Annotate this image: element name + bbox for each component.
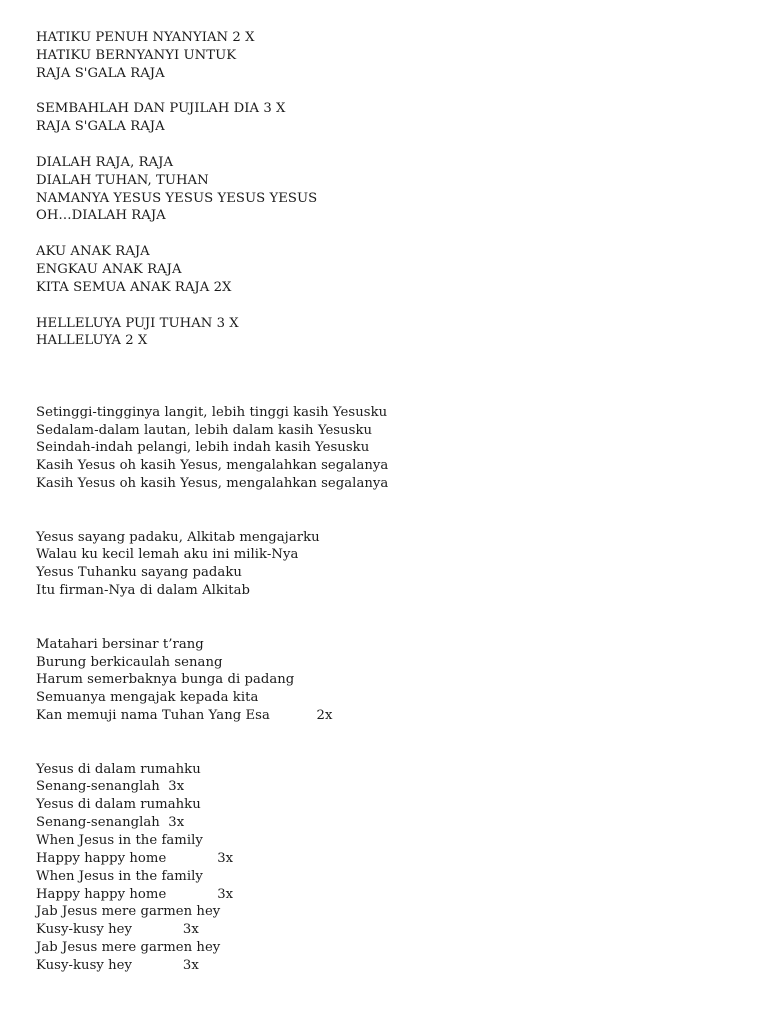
lyric-line: ENGKAU ANAK RAJA xyxy=(36,261,182,277)
lyric-line: When Jesus in the family xyxy=(36,832,203,848)
lyric-line: RAJA S'GALA RAJA xyxy=(36,119,165,135)
lyric-line: AKU ANAK RAJA xyxy=(36,244,150,260)
lyric-line: Burung berkicaulah senang xyxy=(36,654,223,670)
stanza xyxy=(36,315,736,351)
stanza xyxy=(36,761,736,975)
lyric-line: Kasih Yesus oh kasih Yesus, mengalahkan segalanya xyxy=(36,476,389,492)
lyric-line: Jab Jesus mere garmen hey xyxy=(36,940,221,956)
lyric-line: Kasih Yesus oh kasih Yesus, mengalahkan segalanya xyxy=(36,458,389,474)
stanza xyxy=(36,100,736,136)
lyric-line: Happy happy home 3x xyxy=(36,850,234,866)
lyric-line: Sedalam-dalam lautan, lebih dalam kasih Yesusku xyxy=(36,422,373,438)
lyric-line: NAMANYA YESUS YESUS YESUS YESUS xyxy=(36,190,318,206)
lyric-line: Walau ku kecil lemah aku ini milik-Nya xyxy=(36,547,299,563)
song-spacer xyxy=(36,350,736,404)
lyric-line: Kan memuji nama Tuhan Yang Esa 2x xyxy=(36,708,333,724)
lyric-line: Setinggi-tingginya langit, lebih tinggi kasih Yesusku xyxy=(36,404,388,420)
stanza xyxy=(36,636,736,725)
song-yesus-di-dalam-rumahku xyxy=(36,761,736,975)
lyric-line: Jab Jesus mere garmen hey xyxy=(36,904,221,920)
stanza-spacer xyxy=(36,136,736,154)
lyrics-body xyxy=(36,29,736,975)
song-spacer xyxy=(36,600,736,636)
stanza-spacer xyxy=(36,297,736,315)
lyric-line: Senang-senanglah 3x xyxy=(36,779,185,795)
lyric-line: Matahari bersinar t’rang xyxy=(36,636,204,652)
stanza xyxy=(36,529,736,600)
lyric-line: Itu firman-Nya di dalam Alkitab xyxy=(36,583,250,599)
lyric-line: Kusy-kusy hey 3x xyxy=(36,957,199,973)
lyric-line: Happy happy home 3x xyxy=(36,886,234,902)
lyric-line: HALLELUYA 2 X xyxy=(36,333,148,349)
lyric-line: RAJA S'GALA RAJA xyxy=(36,65,165,81)
lyric-line: SEMBAHLAH DAN PUJILAH DIA 3 X xyxy=(36,101,286,117)
lyric-line: Yesus Tuhanku sayang padaku xyxy=(36,565,242,581)
song-spacer xyxy=(36,725,736,761)
stanza-spacer xyxy=(36,225,736,243)
lyric-line: KITA SEMUA ANAK RAJA 2X xyxy=(36,279,232,295)
lyric-line: Harum semerbaknya bunga di padang xyxy=(36,672,295,688)
lyric-line: HATIKU PENUH NYANYIAN 2 X xyxy=(36,30,255,45)
lyric-line: When Jesus in the family xyxy=(36,868,203,884)
song-yesus-sayang-padaku xyxy=(36,529,736,600)
stanza xyxy=(36,29,736,83)
song-setinggi-tingginya-langit xyxy=(36,404,736,493)
lyric-line: DIALAH RAJA, RAJA xyxy=(36,154,174,170)
lyric-line: Kusy-kusy hey 3x xyxy=(36,922,199,938)
lyric-line: Senang-senanglah 3x xyxy=(36,815,185,831)
lyric-line: Yesus di dalam rumahku xyxy=(36,797,201,813)
stanza xyxy=(36,404,736,493)
lyric-line: Yesus sayang padaku, Alkitab mengajarku xyxy=(36,529,320,545)
song-spacer xyxy=(36,493,736,529)
stanza xyxy=(36,243,736,297)
stanza-spacer xyxy=(36,83,736,101)
stanza xyxy=(36,154,736,225)
lyric-line: Yesus di dalam rumahku xyxy=(36,761,201,777)
lyric-line: HELLELUYA PUJI TUHAN 3 X xyxy=(36,315,239,331)
lyric-line: OH…DIALAH RAJA xyxy=(36,208,166,224)
lyric-line: Seindah-indah pelangi, lebih indah kasih Yesusku xyxy=(36,440,370,456)
song-matahari-bersinar xyxy=(36,636,736,725)
lyric-line: DIALAH TUHAN, TUHAN xyxy=(36,172,209,188)
song-hatiku-penuh-nyanyian xyxy=(36,29,736,350)
lyric-line: HATIKU BERNYANYI UNTUK xyxy=(36,47,237,63)
lyric-line: Semuanya mengajak kepada kita xyxy=(36,690,259,706)
